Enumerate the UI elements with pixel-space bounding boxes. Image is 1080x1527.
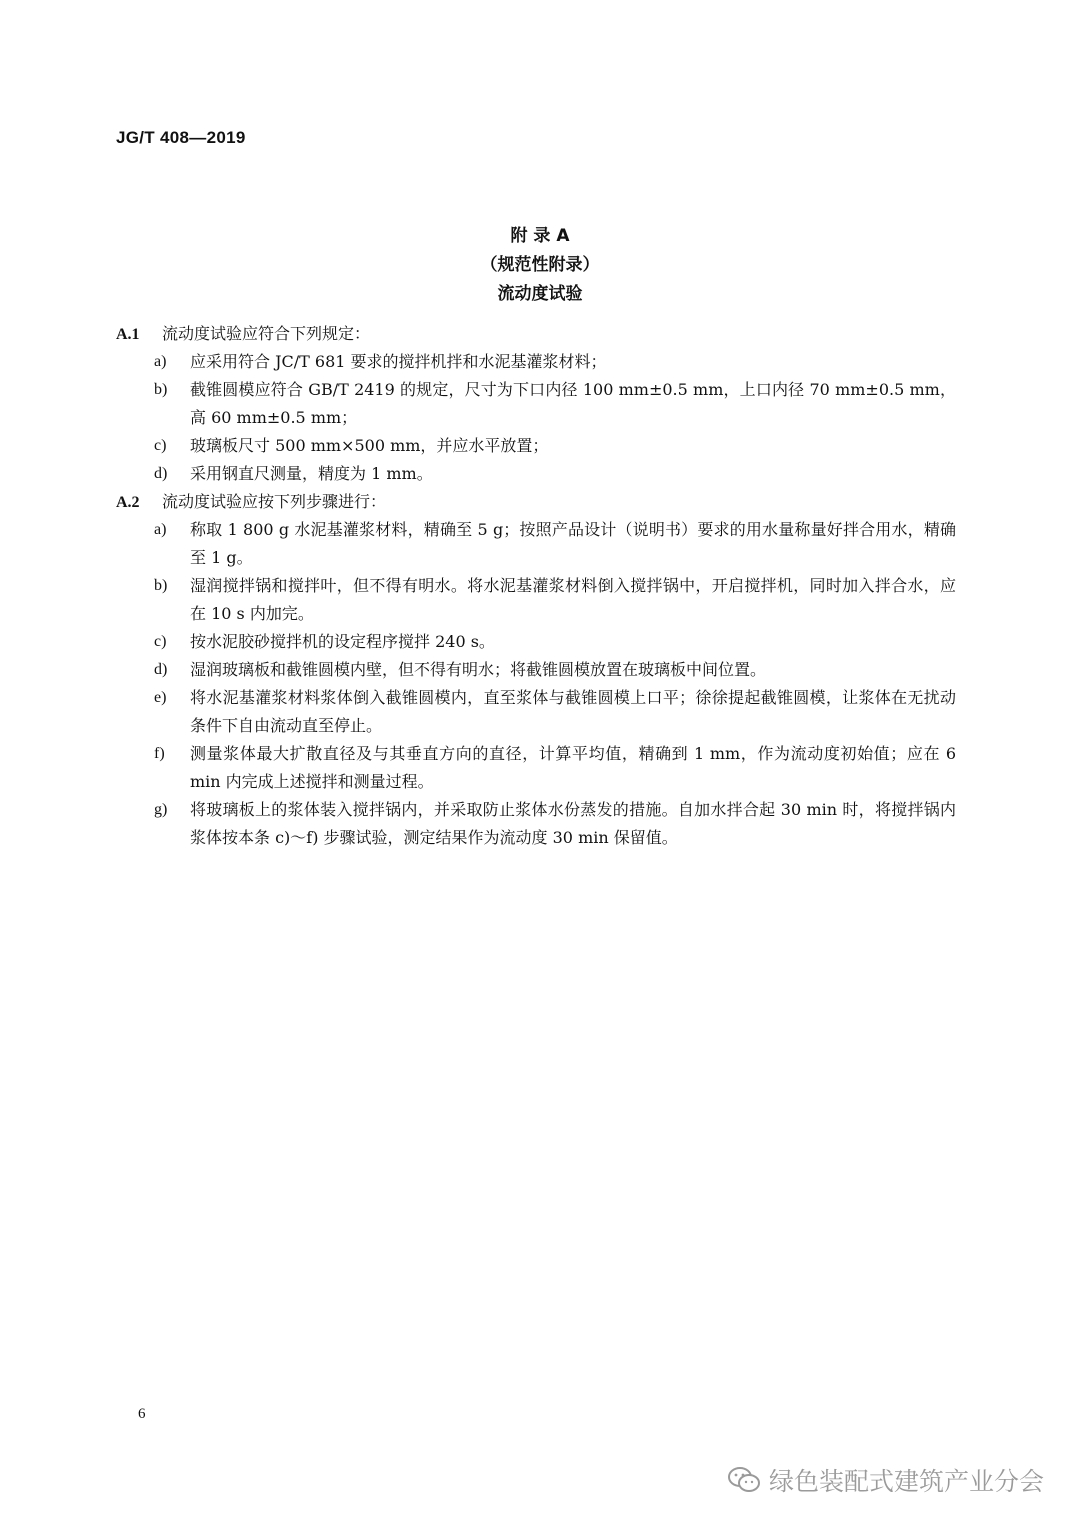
- list-item: [154, 796, 956, 852]
- item-text: 应采用符合 JC/T 681 要求的搅拌机拌和水泥基灌浆材料；: [190, 352, 607, 371]
- list-item: [154, 684, 956, 740]
- item-text: 将玻璃板上的浆体装入搅拌锅内，并采取防止浆体水份蒸发的措施。自加水拌合起 30 min 时，将搅拌锅内浆体按本条 c)～f) 步骤试验，测定结果作为流动度 30 min 保留值。: [190, 800, 956, 847]
- list-item: [154, 348, 956, 376]
- watermark-text: 绿色装配式建筑产业分会: [768, 1467, 1044, 1496]
- item-label: b): [154, 577, 168, 594]
- list-item: [154, 460, 956, 488]
- section-number: A.2: [116, 494, 140, 511]
- item-label: a): [154, 521, 167, 538]
- item-label: c): [154, 633, 167, 650]
- item-label: a): [154, 353, 167, 370]
- list-item: [154, 740, 956, 796]
- list-item: [154, 516, 956, 572]
- item-text: 玻璃板尺寸 500 mm×500 mm，并应水平放置；: [190, 436, 549, 455]
- item-label: d): [154, 465, 168, 482]
- section-text: 流动度试验应符合下列规定：: [162, 324, 371, 343]
- item-label: g): [154, 801, 168, 818]
- item-label: b): [154, 381, 168, 398]
- appendix-subtitle: （规范性附录）: [480, 255, 600, 275]
- section-text: 流动度试验应按下列步骤进行：: [162, 492, 387, 511]
- wechat-icon: [727, 1466, 761, 1494]
- item-text: 湿润搅拌锅和搅拌叶，但不得有明水。将水泥基灌浆材料倒入搅拌锅中，开启搅拌机，同时加入拌合水，应在 10 s 内加完。: [190, 576, 956, 623]
- item-text: 称取 1 800 g 水泥基灌浆材料，精确至 5 g；按照产品设计（说明书）要求的用水量称量好拌合用水，精确至 1 g。: [190, 520, 956, 567]
- item-label: f): [154, 745, 165, 762]
- section-number: A.1: [116, 326, 140, 343]
- item-text: 采用钢直尺测量，精度为 1 mm。: [190, 464, 433, 483]
- list-item: [154, 572, 956, 628]
- item-text: 将水泥基灌浆材料浆体倒入截锥圆模内，直至浆体与截锥圆模上口平；徐徐提起截锥圆模，让浆体在无扰动条件下自由流动直至停止。: [190, 688, 956, 735]
- page-number: 6: [138, 1406, 146, 1422]
- appendix-title: 附 录 A: [510, 226, 570, 246]
- item-label: d): [154, 661, 168, 678]
- section-a2: [116, 488, 956, 516]
- item-label: c): [154, 437, 167, 454]
- document-code: JG/T 408—2019: [116, 128, 246, 147]
- document-body: [116, 320, 956, 852]
- section-a1: [116, 320, 956, 348]
- item-text: 湿润玻璃板和截锥圆模内壁，但不得有明水；将截锥圆模放置在玻璃板中间位置。: [190, 660, 767, 679]
- item-text: 截锥圆模应符合 GB/T 2419 的规定，尺寸为下口内径 100 mm±0.5 mm，上口内径 70 mm±0.5 mm，高 60 mm±0.5 mm；: [190, 380, 956, 427]
- watermark: [727, 1462, 1044, 1498]
- list-item: [154, 628, 956, 656]
- item-text: 测量浆体最大扩散直径及与其垂直方向的直径，计算平均值，精确到 1 mm，作为流动度初始值；应在 6 min 内完成上述搅拌和测量过程。: [190, 744, 956, 791]
- list-item: [154, 656, 956, 684]
- item-text: 按水泥胶砂搅拌机的设定程序搅拌 240 s。: [190, 632, 495, 651]
- list-item: [154, 376, 956, 432]
- appendix-heading: 流动度试验: [497, 284, 583, 304]
- appendix-title-block: [0, 222, 1080, 309]
- item-label: e): [154, 689, 167, 706]
- list-item: [154, 432, 956, 460]
